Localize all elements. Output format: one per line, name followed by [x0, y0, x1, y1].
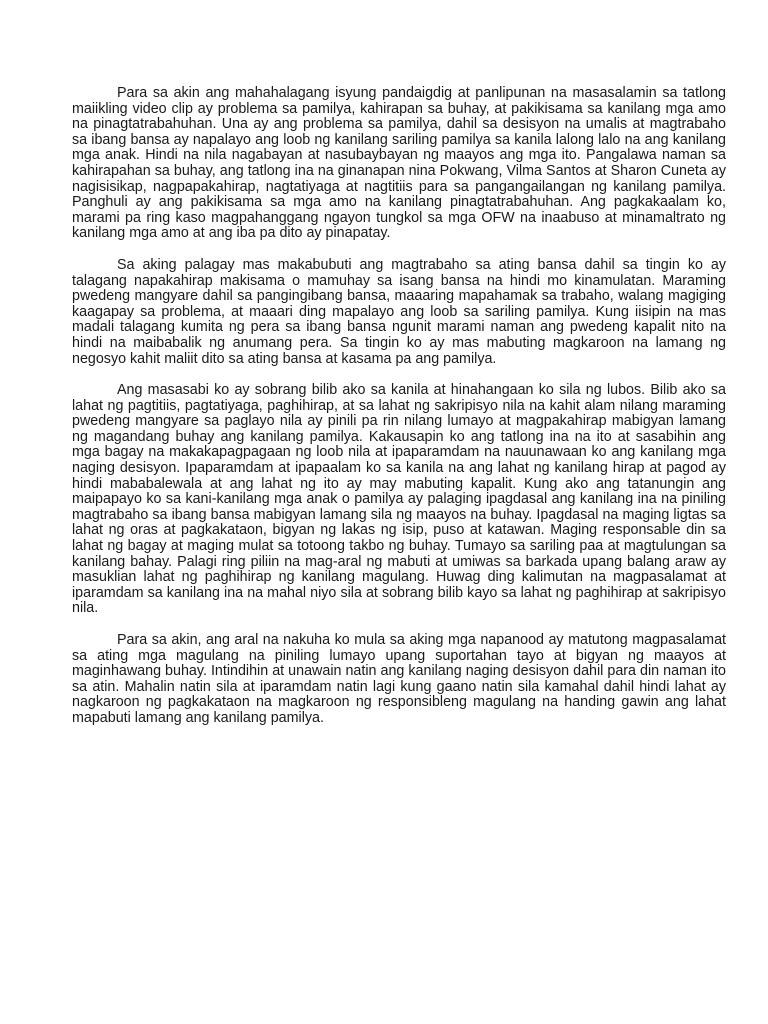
paragraph-1: Para sa akin ang mahahalagang isyung pandaigdig at panlipunan na masasalamin sa tatlong maiikling video clip ay problema sa pamilya, kahirapan sa buhay, at pakikisama sa kanilang mga amo na pinagtatrabahuhan. Una ay ang problema sa pamilya, dahil sa desisyon na umalis at magtrabaho sa ibang bansa ay napalayo ang loob ng kanilang sariling pamilya sa kanila lalong lalo na ang kanilang mga anak. Hindi na nila nagabayan at nasubaybayan ng maayos ang mga ito. Pangalawa naman sa kahirapahan sa buhay, ang tatlong ina na ginanapan nina Pokwang, Vilma Santos at Sharon Cuneta ay nagisisikap, nagpapakahirap, nagtatiyaga at nagtitiis para sa pangangailangan ng kanilang pamilya. Panghuli ay ang pakikisama sa mga amo na kanilang pinagtatrabahuhan. Ang pagkakaalam ko, marami pa ring kaso magpahanggang ngayon tungkol sa mga OFW na inaabuso at minamaltrato ng kanilang mga amo at ang iba pa dito ay pinapatay. — [72, 85, 726, 242]
paragraph-3: Ang masasabi ko ay sobrang bilib ako sa kanila at hinahangaan ko sila ng lubos. Bilib ako sa lahat ng pagtitiis, pagtatiyaga, paghihirap, at sa lahat ng sakripisyo nila na kahit alam nilang maraming pwedeng mangyare sa paglayo nila ay pinili pa rin nilang lumayo at magpakahirap mabigyan lamang ng magandang buhay ang kanilang pamilya. Kakausapin ko ang tatlong ina na ito at sasabihin ang mga bagay na makakapagpagaan ng loob nila at ipaparamdam na nauunawaan ko ang kanilang mga naging desisyon. Ipaparamdam at ipapaalam ko sa kanila na ang lahat ng kanilang hirap at pagod ay hindi mababalewala at ang lahat ng ito ay may mabuting kapalit. Kung ako ang tatanungin ang maipapayo ko sa kani-kanilang mga anak o pamilya ay palaging ipagdasal ang kanilang ina na piniling magtrabaho sa ibang bansa mabigyan lamang sila ng maayos na buhay. Ipagdasal na maging ligtas sa lahat ng oras at pagkakataon, bigyan ng lakas ng isip, puso at katawan. Maging responsable din sa lahat ng bagay at maging mulat sa totoong takbo ng buhay. Tumayo sa sariling paa at magtulungan sa kanilang bahay. Palagi ring piliin na mag-aral ng mabuti at umiwas sa barkada upang balang araw ay masuklian lahat ng paghihirap ng kanilang magulang. Huwag ding kalimutan na magpasalamat at iparamdam sa kanilang ina na mahal niyo sila at sobrang bilib kayo sa lahat ng paghihirap at sakripisyo nila. — [72, 382, 726, 617]
document-page — [72, 86, 726, 743]
paragraph-4: Para sa akin, ang aral na nakuha ko mula sa aking mga napanood ay matutong magpasalamat sa ating mga magulang na piniling lumayo upang suportahan tayo at bigyan ng maayos at maginhawang buhay. Intindihin at unawain natin ang kanilang naging desisyon dahil para din naman ito sa atin. Mahalin natin sila at iparamdam natin lagi kung gaano natin sila kamahal dahil hindi lahat ay nagkaroon ng pagkakataon na magkaroon ng responsibleng magulang na handing gawin ang lahat mapabuti lamang ang kanilang pamilya. — [72, 632, 726, 726]
paragraph-2: Sa aking palagay mas makabubuti ang magtrabaho sa ating bansa dahil sa tingin ko ay talagang napakahirap makisama o mamuhay sa isang bansa na hindi mo kinamulatan. Maraming pwedeng mangyare dahil sa pangingibang bansa, maaaring mapahamak sa trabaho, walang magiging kaagapay sa problema, at maaari ding mapalayo ang loob sa sariling pamilya. Kung iisipin na mas madali talagang kumita ng pera sa ibang bansa ngunit marami naman ang pwedeng kapalit nito na hindi na maibabalik ng anumang pera. Sa tingin ko ay mas mabuting magkaroon na lamang ng negosyo kahit maliit dito sa ating bansa at kasama pa ang pamilya. — [72, 256, 726, 367]
